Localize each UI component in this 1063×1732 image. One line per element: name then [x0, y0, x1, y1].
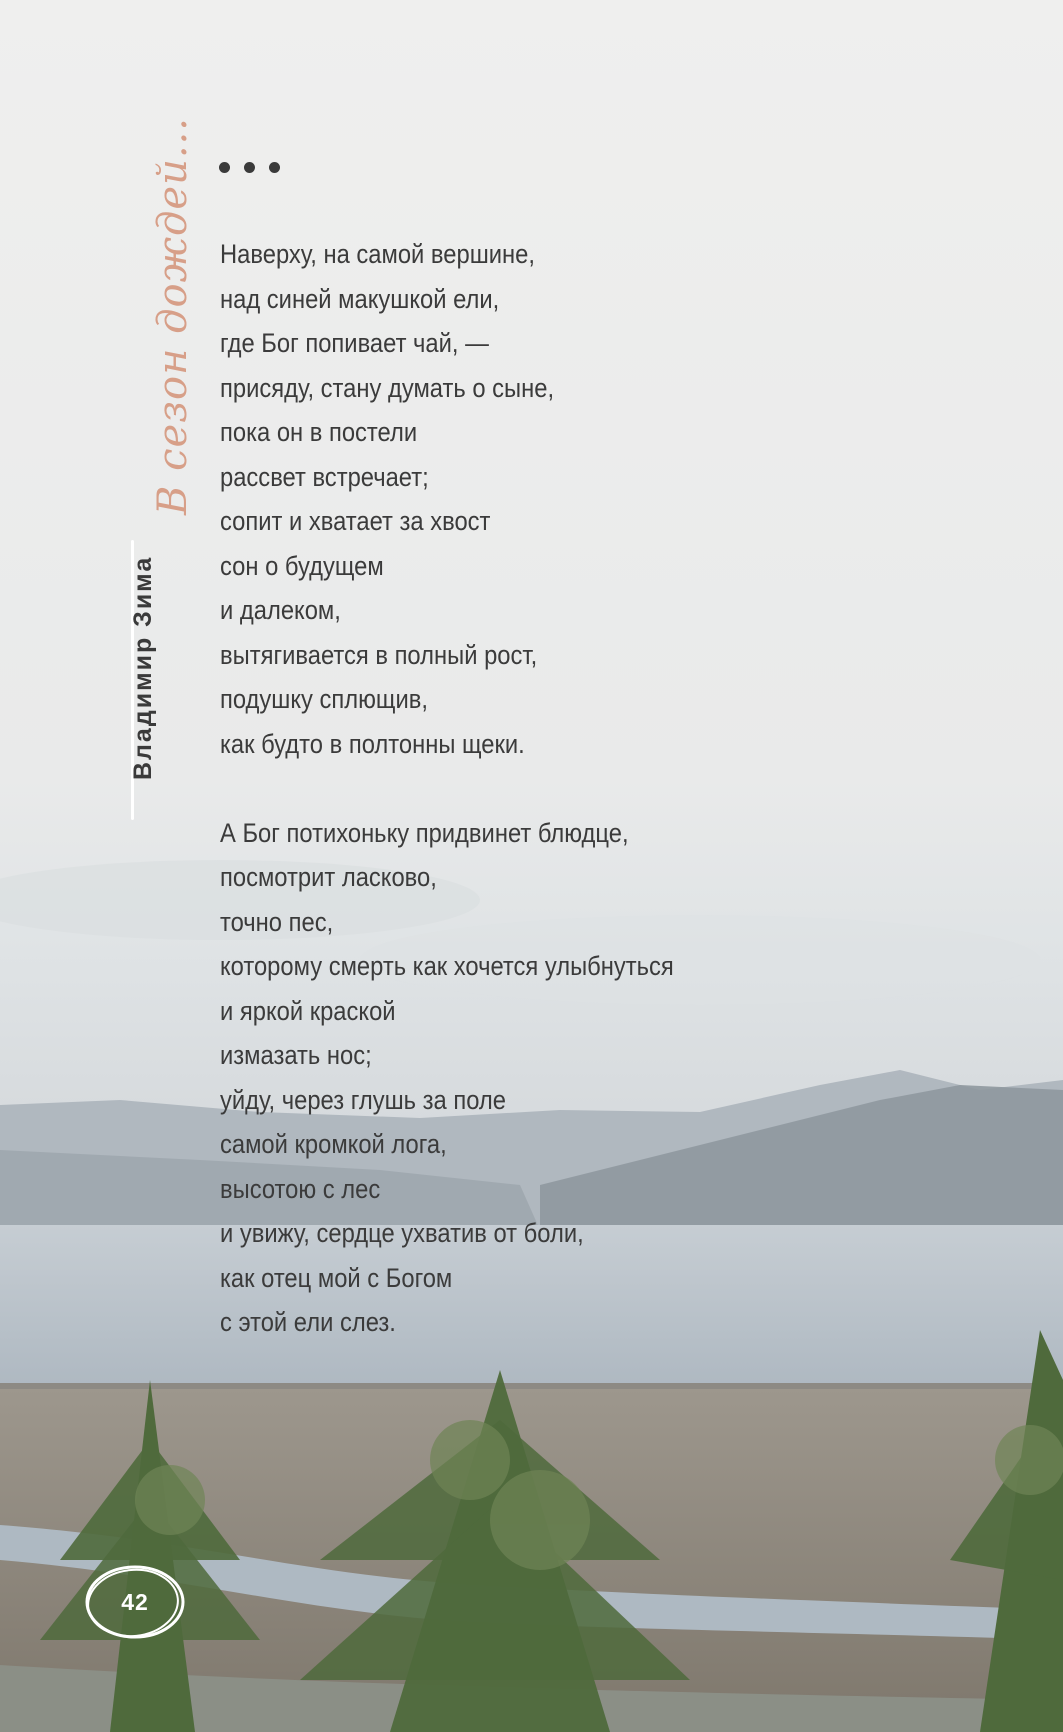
- poem-line: измазать нос;: [220, 1040, 372, 1070]
- author-name: Владимир Зима: [129, 555, 157, 780]
- poem: [220, 232, 906, 1345]
- poem-line: с этой ели слез.: [220, 1307, 396, 1337]
- separator-dot: [219, 162, 230, 173]
- poem-line: как отец мой с Богом: [220, 1262, 453, 1293]
- poem-line: А Бог потихоньку придвинет блюдце,: [220, 817, 629, 848]
- poem-line: как будто в полтонны щеки.: [220, 728, 525, 759]
- poem-line: Наверху, на самой вершине,: [220, 239, 535, 269]
- poem-line: точно пес,: [220, 906, 334, 937]
- section-separator: [219, 162, 280, 173]
- stanza-2: [220, 811, 906, 1345]
- stanza-1: [220, 232, 906, 766]
- page-number: 42: [121, 1588, 149, 1615]
- page-number-badge: [83, 1562, 187, 1642]
- separator-dot: [269, 162, 280, 173]
- poem-line: и увижу, сердце ухватив от боли,: [220, 1218, 584, 1248]
- poem-line: высотою с лес: [220, 1173, 381, 1204]
- poem-line: и яркой краской: [220, 995, 396, 1026]
- poem-line: сон о будущем: [220, 550, 384, 581]
- poem-line: посмотрит ласково,: [220, 862, 437, 892]
- poem-line: уйду, через глушь за поле: [220, 1084, 506, 1115]
- poem-line: и далеком,: [220, 595, 341, 625]
- poem-line: над синей макушкой ели,: [220, 283, 500, 314]
- poem-line: присяду, стану думать о сыне,: [220, 372, 555, 403]
- poem-line: пока он в постели: [220, 417, 418, 447]
- poem-line: сопит и хватает за хвост: [220, 506, 491, 536]
- poem-line: вытягивается в полный рост,: [220, 639, 538, 670]
- series-title: В сезон дождей...: [150, 117, 196, 515]
- separator-dot: [244, 162, 255, 173]
- poem-line: где Бог попивает чай, —: [220, 328, 489, 358]
- poem-line: которому смерть как хочется улыбнуться: [220, 951, 674, 981]
- poem-line: самой кромкой лога,: [220, 1129, 447, 1159]
- poem-line: рассвет встречает;: [220, 461, 429, 492]
- poem-line: подушку сплющив,: [220, 684, 428, 714]
